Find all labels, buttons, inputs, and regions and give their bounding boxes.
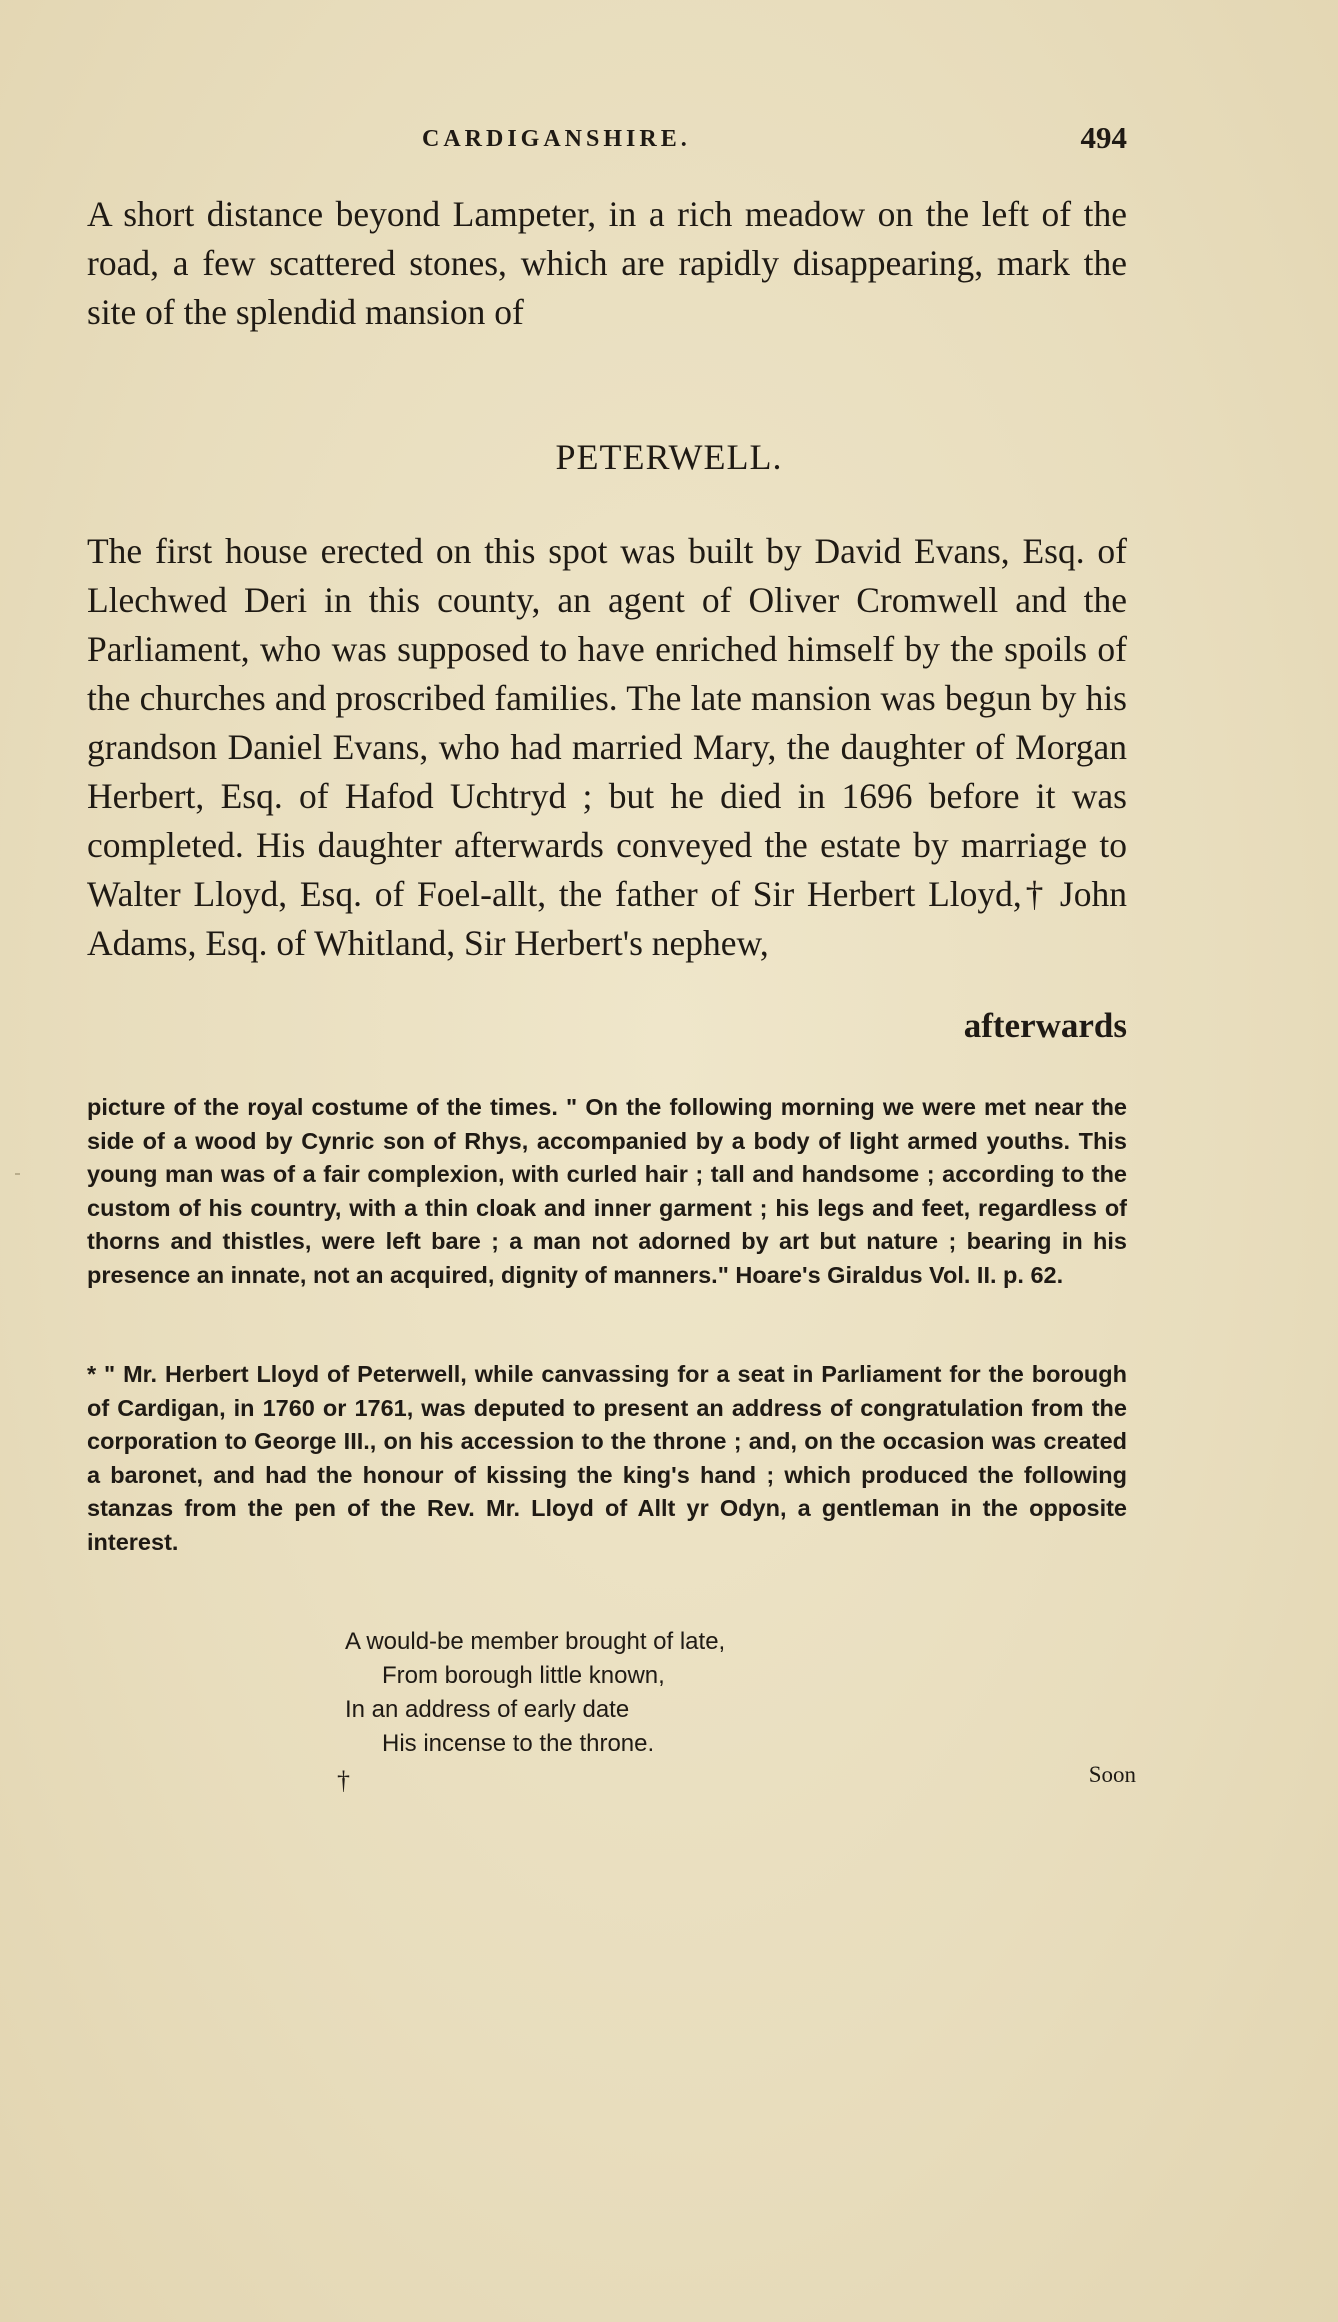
footnote-lloyd: * " Mr. Herbert Lloyd of Peterwell, while canvassing for a seat in Parliament for the borough of Cardigan, in 1760 or 1761, was deputed to present an address of congratulation from the corporation to George III., on his accession to the throne ; and, on the occasion was created a baronet, and had the honour of kissing the king's hand ; which produced the following stanzas from the pen of the Rev. Mr. Lloyd of Allt yr Odyn, a gentleman in the opposite interest.: [87, 1361, 1127, 1555]
dagger-mark: †: [337, 1766, 350, 1795]
intro-paragraph: A short distance beyond Lampeter, in a rich meadow on the left of the road, a few scattered stones, which are rapidly disappearing, mark the site of the splendid mansion of: [87, 194, 1127, 332]
main-paragraph: The first house erected on this spot was built by David Evans, Esq. of Llechwed Deri in this county, an agent of Oliver Cromwell and the Parliament, who was supposed to have enriched himself by the spoils of the churches and proscribed families. The late mansion was begun by his grandson Daniel Evans, who had married Mary, the daughter of Morgan Herbert, Esq. of Hafod Uchtryd ; but he died in 1696 before it was completed. His daughter afterwards conveyed the estate by marriage to Walter Lloyd, Esq. of Foel-allt, the father of Sir Herbert Lloyd,† John Adams, Esq. of Whitland, Sir Herbert's nephew,: [87, 531, 1127, 963]
footer-catchword: Soon: [1088, 1762, 1136, 1787]
verse-line: From borough little known,: [382, 1662, 665, 1689]
verse-stanza: [345, 1625, 725, 1761]
footnote-continued: picture of the royal costume of the times. " On the following morning we were met near the side of a wood by Cynric son of Rhys, accompanied by a body of light armed youths. This young man was of a fair complexion, with curled hair ; tall and handsome ; according to the custom of his country, with a thin cloak and inner garment ; his legs and feet, regardless of thorns and thistles, were left bare ; a man not adorned by art but nature ; bearing in his presence an innate, not an acquired, dignity of manners." Hoare's Giraldus Vol. II. p. 62.: [87, 1094, 1127, 1288]
section-title: PETERWELL.: [555, 437, 783, 477]
verse-line: In an address of early date: [345, 1696, 630, 1723]
page-number: 494: [1080, 120, 1127, 155]
paper-speck: [15, 1173, 20, 1175]
running-head: CARDIGANSHIRE.: [422, 126, 691, 152]
verse-line: His incense to the throne.: [382, 1730, 655, 1757]
catchword: afterwards: [963, 1006, 1127, 1045]
verse-line: A would-be member brought of late,: [345, 1628, 726, 1655]
page-header: [87, 120, 1127, 160]
